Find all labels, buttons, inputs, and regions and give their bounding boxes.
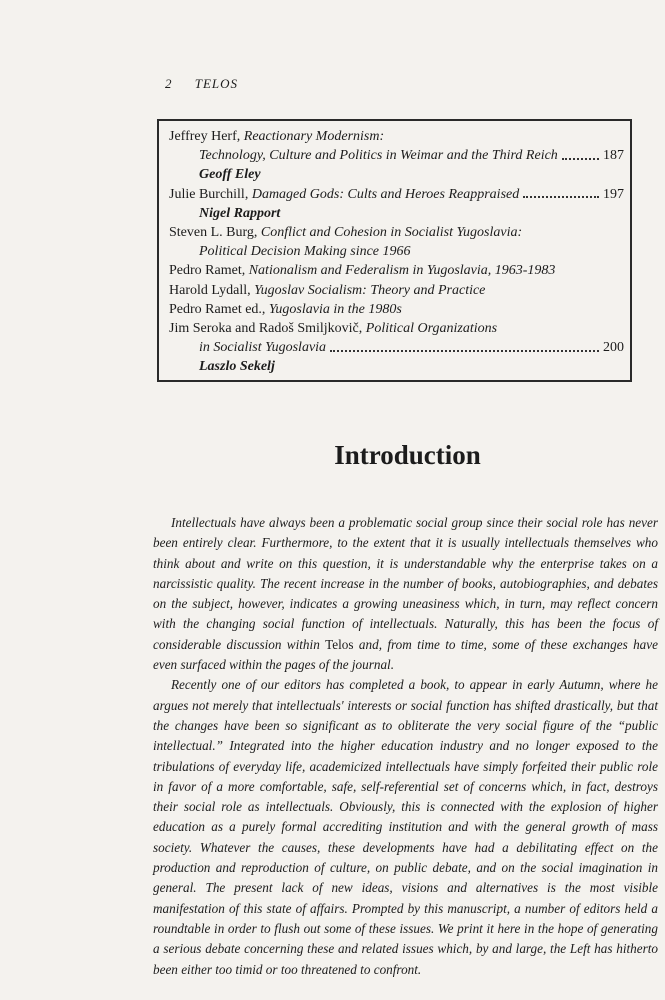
reviewer-line — [169, 357, 630, 376]
book-title: Conflict and Cohesion in Socialist Yugoslavia: — [260, 225, 523, 241]
book-author: Harold Lydall, — [169, 282, 251, 298]
page-number: 2 — [165, 76, 173, 91]
book-title: Yugoslav Socialism: Theory and Practice — [254, 282, 486, 298]
dot-leader — [330, 350, 599, 352]
review-entry-ramet-ed — [169, 300, 630, 319]
review-entry-seroka — [169, 319, 630, 338]
book-author: Jim Seroka and Radoš Smiljkovič, — [169, 321, 363, 337]
book-title: Yugoslavia in the 1980s — [268, 301, 402, 317]
review-entry-burg — [169, 223, 630, 242]
dot-leader — [523, 196, 599, 198]
book-author: Pedro Ramet ed., — [169, 301, 266, 317]
dot-leader — [562, 158, 599, 160]
book-title-cont: in Socialist Yugoslavia — [199, 340, 327, 356]
page-ref: 200 — [603, 340, 624, 356]
book-title: Damaged Gods: Cults and Heroes Reappraised — [251, 186, 520, 202]
review-entry-ramet — [169, 261, 630, 280]
book-author: Jeffrey Herf, — [169, 129, 241, 144]
book-author: Julie Burchill, — [169, 186, 249, 202]
review-entry-herf-cont — [169, 146, 630, 165]
journal-name: TELOS — [194, 76, 239, 91]
review-entry-lydall — [169, 281, 630, 300]
paragraph-text: and, from time to time, some of these exchanges have even surfaced within the pages of the journal. — [153, 636, 658, 673]
paragraph: Recently one of our editors has completed a book, to appear in early Autumn, where he argues not merely that intellectuals' interests or social function has shifted drastically, but that the changes have been so significant as to obliterate the very social figure of the “public intellectual.” Integrated into the higher education industry and no longer exposed to the tribulations of everyday life, academicized intellectuals have simply forfeited their public role in favor of a more comfortable, safe, self-referential set of concerns which, in fact, destroys their social role as intellectuals. Obviously, this is connected with the explosion of higher education as a purely formal accrediting institution and with the general growth of mass society. Whatever the causes, these developments have had a debilitating effect on the production and reproduction of culture, on public debate, and on the social imagination in general. The present lack of new ideas, visions and alternatives is the most visible manifestation of this state of affairs. Prompted by this manuscript, a number of editors held a roundtable in order to flush out some of these issues. We print it here in the hope of generating a serious debate concerning these and related issues which, by and large, the Left has hitherto been either too timid or too threatened to confront. — [153, 677, 658, 977]
reviewer-name: Laszlo Sekelj — [199, 359, 275, 375]
reviewer-line — [169, 204, 630, 223]
reviewer-name: Nigel Rapport — [199, 205, 281, 221]
review-entry-burchill — [169, 185, 630, 204]
paragraph-text: Intellectuals have always been a problematic social group since their social role has never been entirely clear. Furthermore, to the extent that it is usually intellectuals themselves who think about and write on this question, it is understandable why the enterprise takes on a narcissistic quality. The recent increase in the number of books, autobiographies, and debates on the subject, however, indicates a growing uneasiness which, in turn, may reflect concern with the changing social function of intellectuals. Naturally, this has been the focus of considerable discussion within — [153, 515, 658, 652]
journal-reference: Telos — [325, 636, 354, 652]
book-review-list — [157, 119, 632, 382]
book-title: Reactionary Modernism: — [243, 129, 385, 144]
book-author: Pedro Ramet, — [169, 263, 246, 279]
article-title: Introduction — [334, 440, 481, 470]
running-head — [165, 76, 238, 92]
reviewer-line — [169, 165, 630, 184]
book-author: Steven L. Burg, — [169, 225, 258, 241]
paragraph — [153, 513, 658, 675]
review-entry-burg-cont — [169, 242, 630, 261]
book-title-cont: Political Decision Making since 1966 — [199, 244, 411, 260]
page-ref: 187 — [603, 148, 624, 164]
article-body — [153, 513, 658, 980]
book-title: Political Organizations — [365, 321, 498, 337]
book-title-cont: Technology, Culture and Politics in Weimar and the Third Reich — [199, 148, 558, 164]
review-entry-seroka-cont — [169, 338, 630, 357]
reviewer-name: Geoff Eley — [199, 167, 261, 183]
book-title: Nationalism and Federalism in Yugoslavia, 1963-1983 — [248, 263, 556, 279]
page-ref: 197 — [603, 186, 624, 202]
review-entry-herf — [169, 127, 630, 146]
